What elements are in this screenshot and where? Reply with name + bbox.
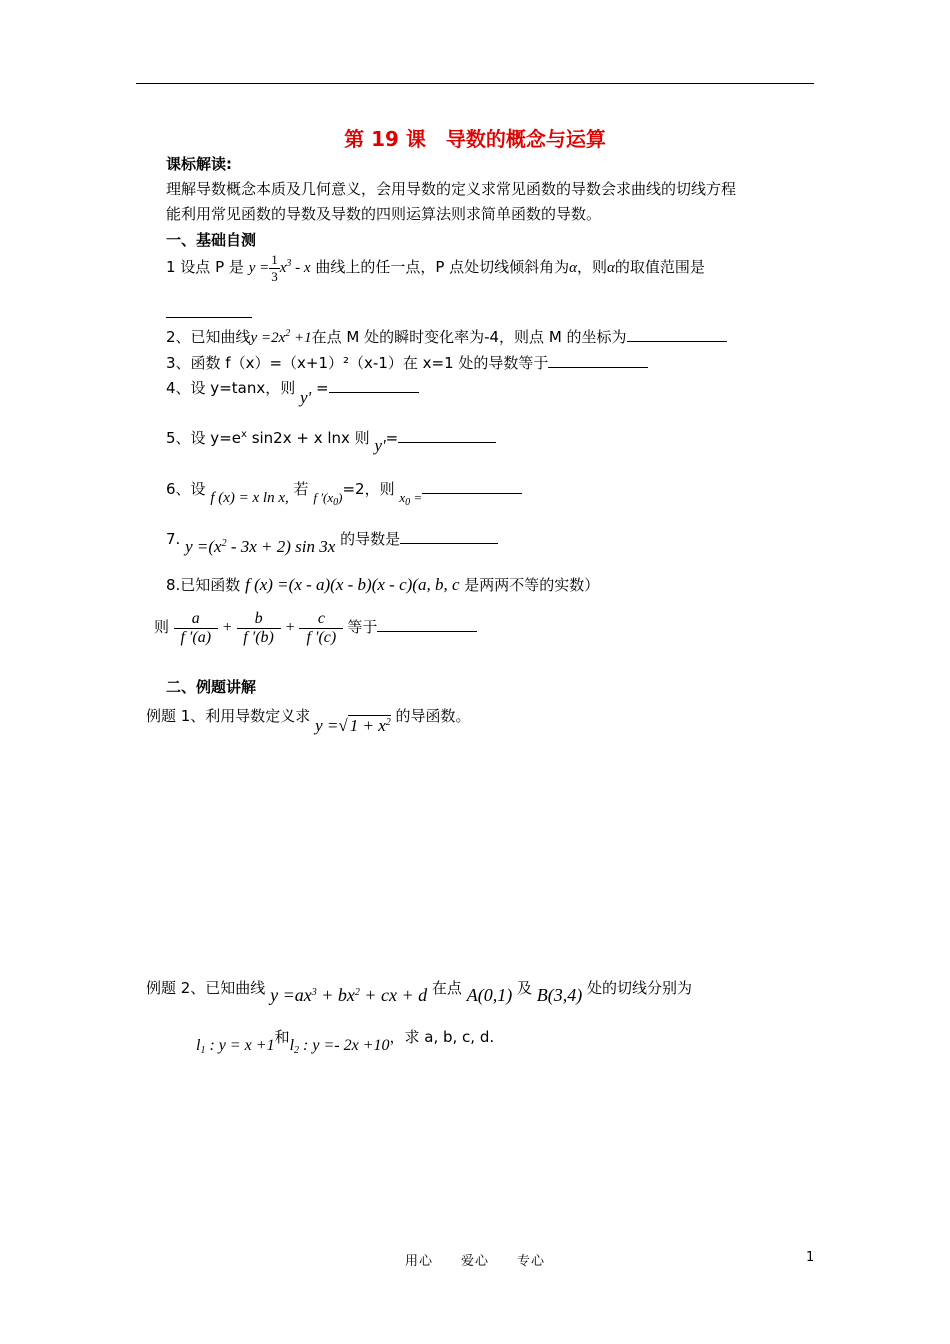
standard-heading: 课标解读: (166, 155, 232, 173)
formula-q6: f (x) = x ln x, (210, 490, 289, 506)
section1-heading: 一、基础自测 (166, 231, 257, 249)
formula-ex1: y =√ $1 + x^2$ (315, 716, 391, 735)
point-a: A(0,1) (466, 985, 513, 1005)
formula-q8-sum: $\frac{a}{f '(a)}$ + $\frac{b}{f '(b)}$ + $\frac{c}{f '(c)}$ (174, 619, 348, 636)
answer-blank-7[interactable] (400, 529, 498, 544)
section2-heading: 二、例题讲解 (166, 678, 257, 696)
formula-q2: $y =2x^2 +1$ (250, 328, 312, 346)
answer-blank-6[interactable] (422, 479, 522, 494)
example-2: 例题 2、已知曲线 $y =ax^3 + bx^2$ + cx + d 在点 A(0,1) 及 B(3,4) 处的切线分别为 (146, 979, 693, 1005)
standard-line-1: 理解导数概念本质及几何意义，会用导数的定义求常见函数的导数会求曲线的切线方程 (166, 180, 737, 198)
formula-q6-derivative: f $'(x_0)$ (313, 490, 343, 508)
question-6: 6、设 f (x) = x ln x, 若 f $'(x_0)=2$，则 $x_0$ = (166, 478, 522, 500)
formula-l2: $l_2$ : y =- 2x +10 (289, 1037, 390, 1056)
question-4: 4、设 y=tanx，则 y' = (166, 377, 419, 398)
answer-blank-1[interactable] (166, 305, 252, 318)
example-2-lines: $l_1$ : y = x +1和$l_2$ : y =- 2x +10，求 a, b, c, d. (196, 1028, 495, 1056)
page-title: 第 19 课 导数的概念与运算 (344, 127, 606, 151)
answer-blank-4[interactable] (329, 378, 419, 393)
formula-y-prime-5: y' (374, 436, 386, 455)
answer-blank-5[interactable] (398, 428, 496, 443)
formula-q6-x0: $x_0$ = (399, 490, 423, 508)
header-rule (136, 83, 814, 84)
answer-blank-2[interactable] (627, 327, 727, 342)
example-1: 例题 1、利用导数定义求 y =√ $1 + x^2$ 的导函数。 (146, 707, 471, 735)
question-5: 5、设 $y=e^x$ sin2x + x lnx 则 y'= (166, 427, 496, 448)
question-1: 1 设点 P 是 y = $\frac{1}{3}$ $x^3$ - x 曲线上的任一点，P 点处切线倾斜角为α，则α的取值范围是 (166, 252, 705, 284)
formula-q1: y = $\frac{1}{3}$ $x^3$ - x (248, 252, 311, 284)
formula-y-prime-4: y' (300, 388, 312, 407)
question-2: 2、已知曲线$y =2x^2 +1$在点 M 处的瞬时变化率为-4，则点 M 的坐标为 (166, 326, 727, 347)
point-b: B(3,4) (536, 985, 583, 1005)
question-3: 3、函数 f（x）=（x+1）²（x-1）在 x=1 处的导数等于 (166, 352, 648, 373)
formula-ex2: $y =ax^3 + bx^2$ + cx + d (270, 985, 428, 1005)
question-8-sum: 则 $\frac{a}{f '(a)}$ + $\frac{b}{f '(b)}$ + $\frac{c}{f '(c)}$ 等于 (154, 610, 477, 647)
standard-line-2: 能利用常见函数的导数及导数的四则运算法则求简单函数的导数。 (166, 205, 602, 223)
question-7: 7. $y =(x^2 - 3x + 2)$ sin 3x 的导数是 (166, 528, 498, 549)
footer-motto: 用心 爱心 专心 (404, 1254, 545, 1269)
answer-blank-8[interactable] (377, 617, 477, 632)
formula-q8: f (x) =(x - a)(x - b)(x - c)(a, b, c (245, 575, 460, 594)
formula-l1: $l_1$ : y = x +1 (196, 1037, 275, 1056)
formula-q7: $y =(x^2 - 3x + 2)$ sin 3x (185, 537, 336, 556)
answer-blank-3[interactable] (548, 353, 648, 368)
question-8: 8.已知函数 f (x) =(x - a)(x - b)(x - c)(a, b, c 是两两不等的实数） (166, 575, 600, 594)
page-number: 1 (806, 1250, 815, 1265)
